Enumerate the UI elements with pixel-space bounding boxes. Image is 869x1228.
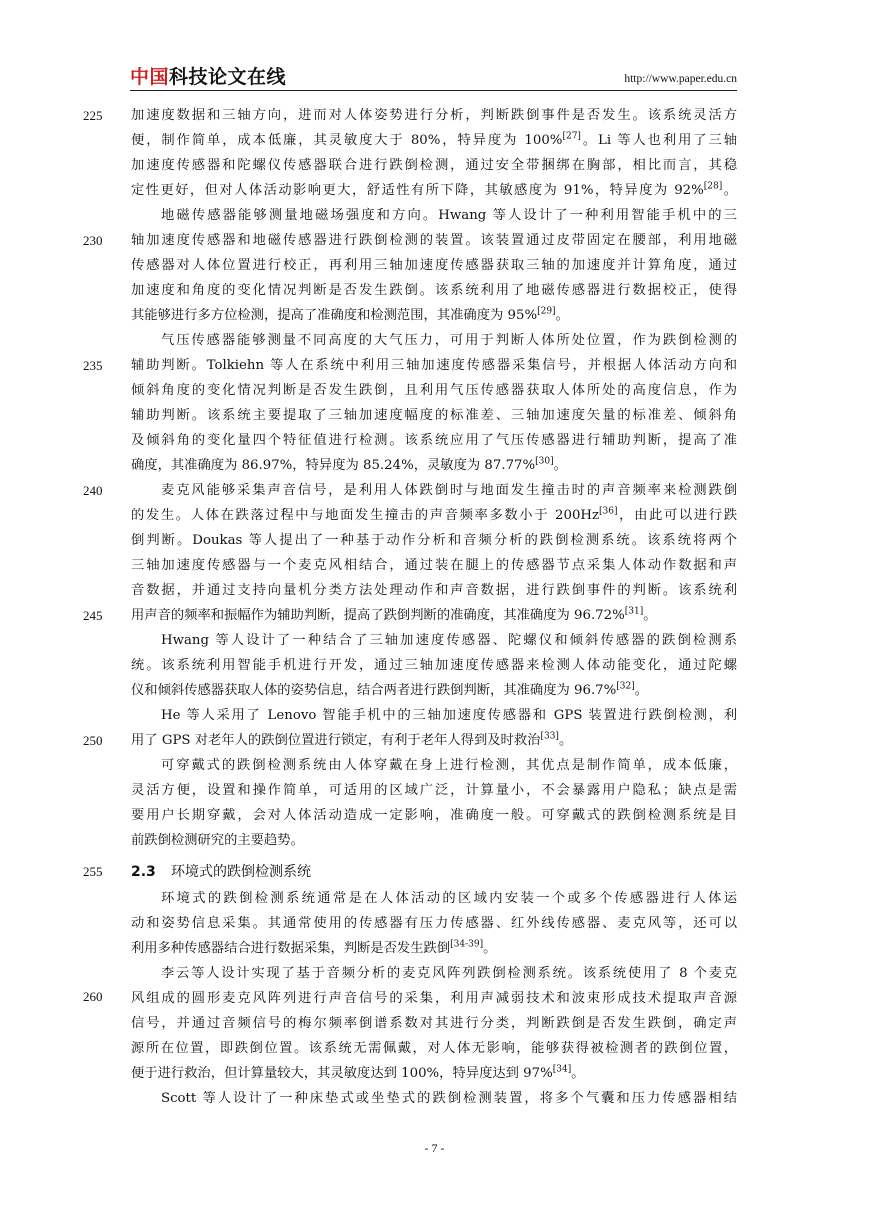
text-line: 仪和倾斜传感器获取人体的姿势信息，结合两者进行跌倒判断，其准确度为 96.7%[32]。	[131, 681, 649, 698]
line-number: 260	[83, 989, 103, 1004]
text-line: 动和姿势信息采集。其通常使用的传感器有压力传感器、红外线传感器、麦克风等，还可以	[131, 916, 737, 931]
text-line: 三轴加速度传感器与一个麦克风相结合，通过装在腿上的传感器节点采集人体动作数据和声	[131, 558, 737, 573]
text-line: 信号，并通过音频信号的梅尔频率倒谱系数对其进行分类，判断跌倒是否发生跌倒，确定声	[131, 1016, 737, 1031]
text-line: 加速度传感器和陀螺仪传感器联合进行跌倒检测，通过安全带捆绑在胸部，相比而言，其稳	[131, 158, 737, 173]
citation-ref: [27]	[562, 131, 581, 142]
text-line: 倒判断。Doukas 等人提出了一种基于动作分析和音频分析的跌倒检测系统。该系统将两个	[131, 533, 737, 548]
section-title: 环境式的跌倒检测系统	[171, 864, 311, 880]
header-url: http://www.paper.edu.cn	[624, 73, 737, 85]
text-line: 灵活方便，设置和操作简单，可适用的区域广泛，计算量小，不会暴露用户隐私；缺点是需	[131, 783, 737, 798]
line-number: 250	[83, 733, 103, 748]
citation-ref: [33]	[540, 731, 559, 742]
text-line: 其能够进行多方位检测，提高了准确度和检测范围，其准确度为 95%[29]。	[131, 306, 569, 323]
citation-ref: [31]	[624, 606, 644, 617]
text-line: 用了 GPS 对老年人的跌倒位置进行锁定，有利于老年人得到及时救治[33]。	[131, 731, 573, 748]
text-line: 便于进行救治，但计算量较大，其灵敏度达到 100%，特异度达到 97%[34]。	[131, 1064, 585, 1081]
text-line: He 等人采用了 Lenovo 智能手机中的三轴加速度传感器和 GPS 装置进行跌倒检测，利	[161, 708, 737, 723]
text-line: 加速度和角度的变化情况判断是否发生跌倒。该系统利用了地磁传感器进行数据校正，使得	[131, 283, 737, 298]
line-number: 230	[83, 233, 103, 248]
text-line: 传感器对人体位置进行校正，再利用三轴加速度传感器获取三轴的加速度并计算角度，通过	[131, 258, 737, 273]
line-number: 240	[83, 483, 103, 498]
text-line: Scott 等人设计了一种床垫式或坐垫式的跌倒检测装置，将多个气囊和压力传感器相结	[161, 1091, 737, 1106]
text-line: 风组成的圆形麦克风阵列进行声音信号的采集，利用声减弱技术和波束形成技术提取声音源	[131, 991, 737, 1006]
citation-ref: [30]	[535, 456, 554, 467]
text-line: 确度，其准确度为 86.97%，特异度为 85.24%，灵敏度为 87.77%[30]。	[131, 456, 567, 473]
text-line: 李云等人设计实现了基于音频分析的麦克风阵列跌倒检测系统。该系统使用了 8 个麦克	[161, 966, 737, 981]
citation-ref: [28]	[703, 181, 723, 192]
text-line: 辅助判断。该系统主要提取了三轴加速度幅度的标准差、三轴加速度矢量的标准差、倾斜角	[131, 408, 737, 423]
line-number: 255	[83, 864, 103, 879]
text-line: 前跌倒检测研究的主要趋势。	[131, 833, 304, 848]
text-line: 地磁传感器能够测量地磁场强度和方向。Hwang 等人设计了一种利用智能手机中的三	[161, 208, 737, 223]
text-line: 利用多种传感器结合进行数据采集，判断是否发生跌倒[34-39]。	[131, 939, 497, 956]
text-line: 统。该系统利用智能手机进行开发，通过三轴加速度传感器来检测人体动能变化，通过陀螺	[131, 658, 737, 673]
text-line: 及倾斜角的变化量四个特征值进行检测。该系统应用了气压传感器进行辅助判断，提高了准	[131, 433, 737, 448]
logo-text-rest: 科技论文在线	[169, 66, 287, 88]
citation-ref: [32]	[616, 681, 635, 692]
line-number: 245	[83, 608, 103, 623]
section-number: 2.3	[131, 864, 156, 880]
text-line: 轴加速度传感器和地磁传感器进行跌倒检测的装置。该装置通过皮带固定在腰部，利用地磁	[131, 233, 737, 248]
text-line: 音数据，并通过支持向量机分类方法处理动作和声音数据，进行跌倒事件的判断。该系统利	[131, 583, 737, 598]
text-line: 辅助判断。Tolkiehn 等人在系统中利用三轴加速度传感器采集信号，并根据人体活动方向和	[131, 358, 737, 373]
line-number: 225	[83, 108, 103, 123]
text-line: 气压传感器能够测量不同高度的大气压力，可用于判断人体所处位置，作为跌倒检测的	[161, 333, 737, 348]
text-line: 麦克风能够采集声音信号，是利用人体跌倒时与地面发生撞击时的声音频率来检测跌倒	[161, 483, 737, 498]
text-line: 用声音的频率和振幅作为辅助判断，提高了跌倒判断的准确度，其准确度为 96.72%[31]。	[131, 606, 657, 623]
text-line: 定性更好，但对人体活动影响更大，舒适性有所下降，其敏感度为 91%，特异度为 92%[28]。	[131, 181, 737, 198]
text-line: 的发生。人体在跌落过程中与地面发生撞击的声音频率多数小于 200Hz[36]，由此可以进行跌	[131, 506, 737, 523]
logo-text-cn: 中国	[130, 66, 170, 88]
text-line: 可穿戴式的跌倒检测系统由人体穿戴在身上进行检测，其优点是制作简单，成本低廉，	[161, 758, 737, 773]
text-line: Hwang 等人设计了一种结合了三轴加速度传感器、陀螺仪和倾斜传感器的跌倒检测系	[161, 633, 737, 648]
text-line: 源所在位置，即跌倒位置。该系统无需佩戴，对人体无影响，能够获得被检测者的跌倒位置，	[131, 1041, 737, 1056]
section-heading	[131, 861, 311, 883]
page-number: - 7 -	[424, 1141, 445, 1155]
citation-ref: [36]	[599, 506, 618, 517]
citation-ref: [34-39]	[450, 939, 484, 950]
citation-ref: [34]	[552, 1064, 572, 1075]
citation-ref: [29]	[537, 306, 556, 317]
text-line: 加速度数据和三轴方向，进而对人体姿势进行分析，判断跌倒事件是否发生。该系统灵活方	[131, 108, 737, 123]
text-line: 要用户长期穿戴，会对人体活动造成一定影响，准确度一般。可穿戴式的跌倒检测系统是目	[131, 808, 737, 823]
text-line: 环境式的跌倒检测系统通常是在人体活动的区域内安装一个或多个传感器进行人体运	[161, 891, 737, 906]
text-line: 便，制作简单，成本低廉，其灵敏度大于 80%，特异度为 100%[27]。Li 等人也利用了三轴	[131, 131, 737, 148]
text-line: 倾斜角度的变化情况判断是否发生跌倒，且利用气压传感器获取人体所处的高度信息，作为	[131, 383, 737, 398]
line-number: 235	[83, 358, 103, 373]
